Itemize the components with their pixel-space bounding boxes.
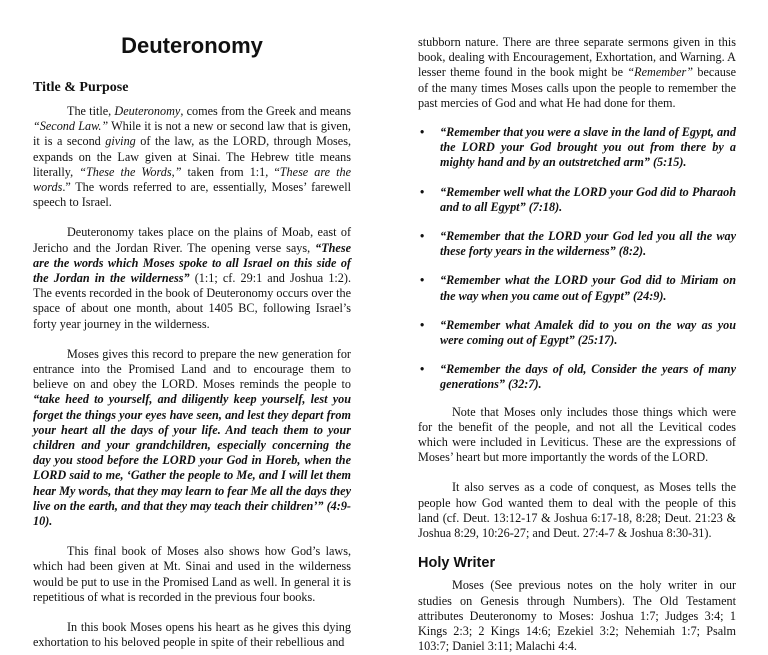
section-heading-holy-writer: Holy Writer [418,555,496,572]
list-item: • “Remember that the LORD your God led you all the way these forty years in the wilderness” (8:2). [420,229,736,259]
page-title: Deuteronomy [121,33,263,58]
left-body [33,104,351,651]
paragraph-setting: Deuteronomy takes place on the plains of Moab, east of Jericho and the Jordan River. The opening verse says, “These are the words which Moses spoke to all Israel on this side of the Jordan in the wilderness” (1:1; cf. 29:1 and Joshua 1:2). The events recorded in the book of Deuteronomy occurs over the space of about one month, about 1405 BC, following Israel’s forty year journey in the wilderness. [33,225,351,331]
list-item: • “Remember the days of old, Consider the years of many generations” (32:7). [420,362,736,392]
paragraph-purpose: Moses gives this record to prepare the new generation for entrance into the Promised Land and to encourage them to believe on and obey the LORD. Moses reminds the people to “take heed to yourself, and diligently keep yourself, lest you forget the things your eyes have seen, and lest they depart from your heart all the days of your life. And teach them to your children and your grandchildren, especially concerning the day you stood before the LORD your God in Horeb, when the LORD said to me, ‘Gather the people to Me, and I will let them hear My words, that they may learn to fear Me all the days they live on the earth, and that they may teach their children’” (4:9-10). [33,346,351,529]
paragraph-exhortation: In this book Moses opens his heart as he gives this dying exhortation to his beloved people in spite of their rebellious and [33,620,351,650]
list-item: • “Remember well what the LORD your God did to Pharaoh and to all Egypt” (7:18). [420,184,736,214]
bullet-icon: • [420,184,425,199]
list-item: • “Remember what Amalek did to you on the way as you were coming out of Egypt” (25:17). [420,317,736,348]
bullet-icon: • [420,362,425,377]
list-item: • “Remember what the LORD your God did to Miriam on the way when you came out of Egypt” (24:9). [420,273,736,303]
list-item: • “Remember that you were a slave in the land of Egypt, and the LORD your God brought you out from there by a mighty hand and by an outstretched arm” (5:15). [420,125,736,170]
paragraph-holy-writer: Moses (See previous notes on the holy writer in our studies on Genesis through Numbers). The Old Testament attributes Deuteronomy to Moses: Joshua 1:7; Judges 3:4; 1 Kings 2:3; 2 Kings 14:6; Ezekiel 3:2; Nehemiah 1:7; Psalm 103:7; Daniel 3:11; Malachi 4:4. [418,578,736,654]
paragraph-conquest: It also serves as a code of conquest, as Moses tells the people how God wanted them to deal with the people of this land (cf. Deut. 13:12-17 & Joshua 6:17-18, 8:28; Deut. 21:23 & Joshua 8:29, 10:26-27; and Deut. 27:4-7 & Joshua 8:30-31). [418,480,736,541]
section-heading-title-purpose: Title & Purpose [33,80,129,95]
paragraph-note: Note that Moses only includes those things which were for the benefit of the people, and not all the Levitical codes which were included in Leviticus. These are the expressions of Moses’ heart but more importantly the words of the LORD. [418,404,736,465]
paragraph-title-meaning: The title, Deuteronomy, comes from the Greek and means “Second Law.” While it is not a new or second law that is given, it is a second giving of the law, as the LORD, through Moses, expands on the Law given at Sinai. The Hebrew title means literally, “These the Words,” taken from 1:1, “These are the words.” The words referred to are, essentially, Moses’ farewell speech to Israel. [33,104,351,210]
bullet-icon: • [420,125,425,140]
left-column [33,0,351,650]
right-body [418,35,736,655]
remember-quote-list [418,125,736,393]
paragraph-final-book: This final book of Moses also shows how God’s laws, which had been given at Mt. Sinai and used in the wilderness would be put to use in the Promised Land as well. In general it is repetitious of what is recorded in the previous four books. [33,544,351,604]
right-column [418,0,736,654]
bullet-icon: • [420,229,425,244]
bullet-icon: • [420,317,425,332]
bullet-icon: • [420,273,425,288]
paragraph-sermons: stubborn nature. There are three separate sermons given in this book, dealing with Encouragement, Exhortation, and Warning. A lesser theme found in the book might be “Remember” because of the many times Moses calls upon the people to remember the past mercies of God and what He had done for them. [418,35,736,110]
